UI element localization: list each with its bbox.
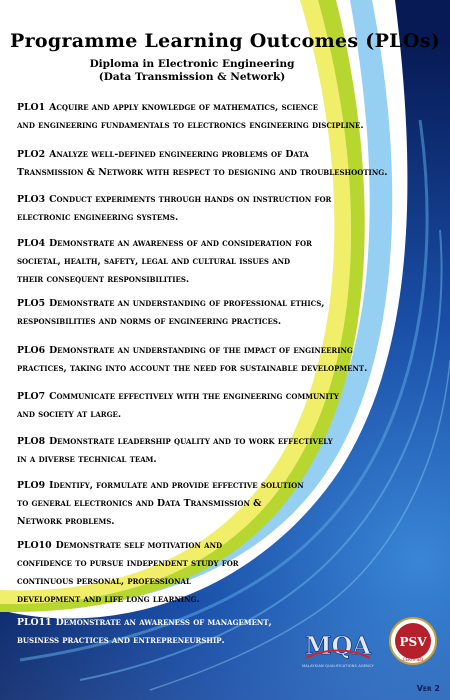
plo-text: Communicate effectively with the engineering community: [49, 391, 339, 402]
psv-logo: [388, 616, 438, 666]
plo-item-3: [17, 191, 437, 227]
plo-code: PLO4: [17, 238, 46, 249]
program-name: Diploma in Electronic Engineering: [89, 58, 295, 70]
version-label: Ver 2: [416, 684, 440, 693]
plo-text: societal, health, safety, legal and cultural issues and: [17, 256, 291, 267]
plo-item-1: [17, 99, 437, 135]
psv-ring-text: CERTIFIED: [402, 657, 424, 662]
plo-code: PLO3: [17, 194, 46, 205]
plo-text: business practices and entrepreneurship.: [17, 635, 225, 646]
mqa-caption: MALAYSIAN QUALIFICATIONS AGENCY: [302, 664, 374, 668]
page-title: Programme Learning Outcomes (PLOs): [10, 30, 440, 52]
plo-code: PLO11: [17, 617, 52, 628]
plo-text: confidence to pursue independent study for: [17, 558, 239, 569]
plo-text: and engineering fundamentals to electronics engineering discipline.: [17, 120, 364, 131]
plo-item-7: [17, 388, 437, 424]
plo-code: PLO7: [17, 391, 46, 402]
plo-code: PLO1: [17, 102, 46, 113]
plo-item-4: [17, 235, 437, 289]
plo-code: PLO8: [17, 436, 46, 447]
plo-text: Transmission & Network with respect to designing and troubleshooting.: [17, 167, 388, 178]
plo-text: and society at large.: [17, 409, 122, 420]
mqa-logo-text: MQA: [304, 631, 372, 660]
psv-logo-text: PSV: [399, 635, 427, 649]
plo-item-5: [17, 295, 437, 331]
plo-text: Demonstrate an awareness of and consideration for: [49, 238, 312, 249]
plo-text: Demonstrate an understanding of the impact of engineering: [49, 345, 353, 356]
plo-text: continuous personal, professional: [17, 576, 191, 587]
plo-text: Analyze well-defined engineering problems of Data: [49, 149, 309, 160]
plo-code: PLO10: [17, 540, 52, 551]
plo-code: PLO2: [17, 149, 46, 160]
plo-text: Demonstrate an awareness of management,: [55, 617, 272, 628]
plo-text: electronic engineering systems.: [17, 212, 179, 223]
plo-text: Demonstrate self motivation and: [55, 540, 223, 551]
plo-code: PLO6: [17, 345, 46, 356]
plo-item-6: [17, 342, 437, 378]
plo-text: in a diverse technical team.: [17, 454, 157, 465]
plo-text: Conduct experiments through hands on instruction for: [49, 194, 332, 205]
plo-text: their consequent responsibilities.: [17, 274, 190, 285]
plo-text: Identify, formulate and provide effective solution: [49, 480, 304, 491]
plo-text: Acquire and apply knowledge of mathematics, science: [49, 102, 319, 113]
plo-code: PLO9: [17, 480, 46, 491]
mqa-logo: [300, 624, 376, 664]
plo-code: PLO5: [17, 298, 46, 309]
program-specialization: (Data Transmission & Network): [98, 71, 286, 83]
plo-text: development and life long learning.: [17, 594, 200, 605]
plo-text: practices, taking into account the need for sustainable development.: [17, 363, 368, 374]
plo-item-2: [17, 146, 437, 182]
plo-text: to general electronics and Data Transmission &: [17, 498, 262, 509]
plo-item-9: [17, 477, 437, 531]
plo-text: Demonstrate leadership quality and to work effectively: [49, 436, 333, 447]
plo-text: responsibilities and norms of engineering practices.: [17, 316, 282, 327]
plo-text: Demonstrate an understanding of professional ethics,: [49, 298, 325, 309]
plo-item-8: [17, 433, 437, 469]
plo-item-10: [17, 537, 437, 609]
plo-text: Network problems.: [17, 516, 115, 527]
